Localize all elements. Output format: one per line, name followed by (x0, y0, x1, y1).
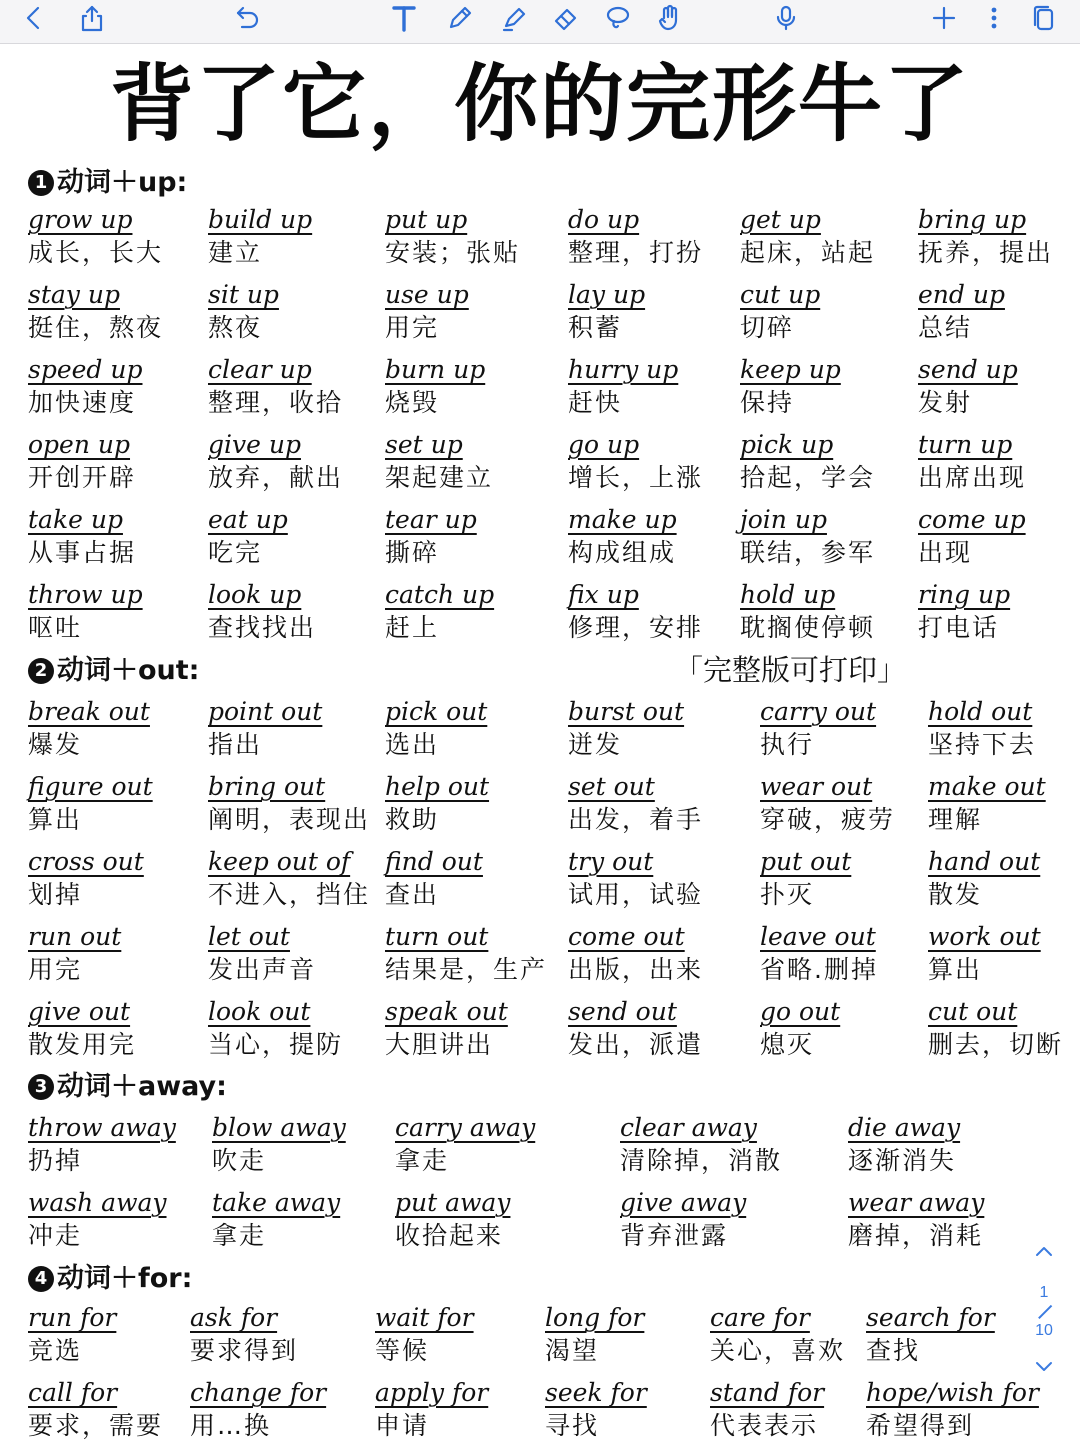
phrase-chinese: 散发用完 (28, 1030, 137, 1059)
phrase-entry (375, 1377, 565, 1440)
phrase-entry (28, 204, 218, 270)
phrase-entry (385, 204, 575, 270)
phrase-entry (208, 579, 398, 645)
phrase-english: pick up (740, 430, 834, 459)
phrase-chinese: 要求得到 (190, 1336, 299, 1365)
phrase-entry (385, 696, 575, 762)
eraser-icon[interactable] (546, 0, 586, 36)
phrase-english: change for (190, 1378, 327, 1407)
phrase-english: put up (385, 205, 468, 234)
phrase-english: pick out (385, 697, 488, 726)
phrase-entry (28, 579, 218, 645)
phrase-chinese: 竞选 (28, 1336, 83, 1365)
phrase-entry (848, 1112, 1038, 1178)
phrase-chinese: 构成组成 (568, 538, 677, 567)
phrase-entry (395, 1187, 585, 1253)
phrase-entry (28, 771, 218, 837)
page-separator (1022, 1302, 1066, 1322)
phrase-entry (740, 279, 930, 345)
phrase-chinese: 结果是，生产 (385, 955, 548, 984)
phrase-english: call for (28, 1378, 118, 1407)
phrase-entry (28, 279, 218, 345)
phrase-entry (918, 429, 1080, 495)
phrase-english: bring out (208, 772, 326, 801)
section-heading-up (28, 166, 187, 200)
phrase-chinese: 加快速度 (28, 388, 137, 417)
phrase-chinese: 拿走 (212, 1221, 267, 1250)
phrase-english: stand for (710, 1378, 825, 1407)
phrase-chinese: 划掉 (28, 880, 83, 909)
phrase-entry (848, 1187, 1038, 1253)
phrase-english: give up (208, 430, 301, 459)
phrase-entry (568, 429, 758, 495)
phrase-entry (568, 696, 758, 762)
phrase-english: bring up (918, 205, 1027, 234)
phrase-chinese: 起床，站起 (740, 238, 876, 267)
phrase-chinese: 赶上 (385, 613, 440, 642)
phrase-english: search for (866, 1303, 995, 1332)
phrase-english: sit up (208, 280, 279, 309)
phrase-entry (568, 921, 758, 987)
phrase-entry (760, 696, 950, 762)
phrase-entry (28, 429, 218, 495)
phrase-english: catch up (385, 580, 495, 609)
phrase-chinese: 拿走 (395, 1146, 450, 1175)
phrase-english: look up (208, 580, 302, 609)
text-tool-icon[interactable] (384, 0, 424, 36)
phrase-chinese: 出现 (918, 538, 973, 567)
phrase-entry (385, 579, 575, 645)
phrase-chinese: 申请 (375, 1411, 430, 1440)
phrase-english: carry out (760, 697, 877, 726)
phrase-chinese: 用…换 (190, 1411, 272, 1440)
phrase-chinese: 代表表示 (710, 1411, 819, 1440)
phrase-english: find out (385, 847, 483, 876)
phrase-entry (568, 846, 758, 912)
phrase-entry (28, 354, 218, 420)
phrase-english: set out (568, 772, 655, 801)
phrase-entry (385, 354, 575, 420)
phrase-english: come up (918, 505, 1026, 534)
phrase-entry (385, 429, 575, 495)
phrase-english: speed up (28, 355, 143, 384)
phrase-entry (928, 921, 1080, 987)
more-icon[interactable] (974, 0, 1014, 36)
phrase-english: put away (395, 1188, 511, 1217)
phrase-chinese: 从事占据 (28, 538, 137, 567)
phrase-chinese: 吃完 (208, 538, 263, 567)
phrase-english: fix up (568, 580, 639, 609)
phrase-english: figure out (28, 772, 153, 801)
phrase-entry (545, 1302, 735, 1368)
phrase-entry (568, 579, 758, 645)
phrase-english: run out (28, 922, 122, 951)
phrase-entry (28, 921, 218, 987)
phrase-english: stay up (28, 280, 120, 309)
phrase-english: blow away (212, 1113, 346, 1142)
chevron-up-icon[interactable] (1022, 1240, 1066, 1270)
phrase-english: speak out (385, 997, 508, 1026)
phrase-english: open up (28, 430, 131, 459)
phrase-english: cut out (928, 997, 1018, 1026)
phrase-english: go up (568, 430, 640, 459)
phrase-english: carry away (395, 1113, 536, 1142)
page-title: 背了它，你的完形牛了 (109, 55, 970, 153)
phrase-english: hurry up (568, 355, 679, 384)
phrase-chinese: 发射 (918, 388, 973, 417)
phrase-entry (740, 354, 930, 420)
phrase-entry (208, 204, 398, 270)
phrase-entry (568, 504, 758, 570)
phrase-chinese: 出发，着手 (568, 805, 704, 834)
phrase-english: take away (212, 1188, 341, 1217)
phrase-entry (760, 921, 950, 987)
phrase-english: burst out (568, 697, 685, 726)
undo-icon[interactable] (228, 0, 268, 36)
phrase-english: hold up (740, 580, 836, 609)
chevron-left-icon[interactable] (14, 0, 54, 36)
phrase-chinese: 建立 (208, 238, 263, 267)
phrase-chinese: 散发 (928, 880, 983, 909)
phrase-chinese: 背弃泄露 (620, 1221, 729, 1250)
phrase-chinese: 扑灭 (760, 880, 815, 909)
phrase-chinese: 发出声音 (208, 955, 317, 984)
phrase-entry (928, 696, 1080, 762)
phrase-english: wait for (375, 1303, 474, 1332)
phrase-english: apply for (375, 1378, 489, 1407)
phrase-entry (568, 279, 758, 345)
phrase-english: ring up (918, 580, 1011, 609)
phrase-chinese: 查找找出 (208, 613, 317, 642)
phrase-entry (190, 1377, 380, 1440)
phrase-english: cross out (28, 847, 144, 876)
phrase-english: leave out (760, 922, 876, 951)
phrase-entry (918, 204, 1080, 270)
phrase-chinese: 查出 (385, 880, 440, 909)
phrase-chinese: 当心，提防 (208, 1030, 344, 1059)
microphone-icon[interactable] (766, 0, 806, 36)
phrase-english: take up (28, 505, 123, 534)
phrase-english: go out (760, 997, 841, 1026)
total-pages: 10 (1035, 1322, 1053, 1339)
phrase-chinese: 关心，喜欢 (710, 1336, 846, 1365)
phrase-chinese: 磨掉，消耗 (848, 1221, 984, 1250)
phrase-chinese: 放弃，献出 (208, 463, 344, 492)
phrase-english: long for (545, 1303, 645, 1332)
phrase-english: do up (568, 205, 640, 234)
phrase-chinese: 赶快 (568, 388, 623, 417)
phrase-chinese: 用完 (28, 955, 83, 984)
phrase-chinese: 穿破，疲劳 (760, 805, 896, 834)
phrase-chinese: 成长，长大 (28, 238, 164, 267)
phrase-entry (208, 921, 398, 987)
phrase-chinese: 开创开辟 (28, 463, 137, 492)
phrase-entry (208, 771, 398, 837)
phrase-chinese: 查找 (866, 1336, 921, 1365)
phrase-chinese: 呕吐 (28, 613, 83, 642)
phrase-chinese: 挺住，熬夜 (28, 313, 164, 342)
phrase-chinese: 打电话 (918, 613, 1000, 642)
section-heading-away (28, 1070, 227, 1104)
phrase-chinese: 切碎 (740, 313, 795, 342)
phrase-english: make up (568, 505, 677, 534)
pencil-icon[interactable] (440, 0, 480, 36)
phrase-chinese: 熄灭 (760, 1030, 815, 1059)
plus-icon[interactable] (924, 0, 964, 36)
phrase-entry (740, 579, 930, 645)
phrase-english: try out (568, 847, 654, 876)
phrase-entry (568, 204, 758, 270)
phrase-english: lay up (568, 280, 646, 309)
phrase-entry (28, 1112, 218, 1178)
page-navigator (1022, 1240, 1066, 1386)
phrase-entry (28, 1187, 218, 1253)
section-heading-label: 动词＋out: (57, 655, 200, 686)
phrase-chinese: 总结 (918, 313, 973, 342)
phrase-chinese: 积蓄 (568, 313, 623, 342)
phrase-chinese: 发出，派遣 (568, 1030, 704, 1059)
hand-icon[interactable] (650, 0, 690, 36)
phrase-chinese: 执行 (760, 730, 815, 759)
phrase-chinese: 阐明，表现出 (208, 805, 371, 834)
phrase-entry (375, 1302, 565, 1368)
phrase-english: work out (928, 922, 1041, 951)
section-heading-out (28, 654, 199, 688)
phrase-english: join up (740, 505, 827, 534)
phrase-english: keep out of (208, 847, 351, 876)
phrase-chinese: 架起建立 (385, 463, 494, 492)
phrase-english: turn up (918, 430, 1013, 459)
phrase-english: make out (928, 772, 1046, 801)
phrase-english: come out (568, 922, 685, 951)
phrase-chinese: 算出 (928, 955, 983, 984)
phrase-entry (212, 1187, 402, 1253)
phrase-entry (385, 504, 575, 570)
phrase-chinese: 收拾起来 (395, 1221, 504, 1250)
phrase-chinese: 拾起，学会 (740, 463, 876, 492)
phrase-chinese: 抚养，提出 (918, 238, 1054, 267)
highlighter-icon[interactable] (494, 0, 534, 36)
phrase-chinese: 用完 (385, 313, 440, 342)
phrase-english: give out (28, 997, 131, 1026)
pages-icon[interactable] (1024, 0, 1064, 36)
phrase-entry (760, 996, 950, 1062)
share-icon[interactable] (72, 0, 112, 36)
phrase-chinese: 逐渐消失 (848, 1146, 957, 1175)
phrase-english: wear away (848, 1188, 985, 1217)
phrase-english: get up (740, 205, 821, 234)
phrase-entry (620, 1187, 810, 1253)
phrase-chinese: 坚持下去 (928, 730, 1037, 759)
phrase-chinese: 清除掉，消散 (620, 1146, 783, 1175)
section-heading-label: 动词＋away: (57, 1071, 227, 1102)
phrase-entry (190, 1302, 380, 1368)
phrase-english: point out (208, 697, 323, 726)
phrase-english: eat up (208, 505, 288, 534)
section-heading-for (28, 1262, 192, 1296)
phrase-chinese: 保持 (740, 388, 795, 417)
section-heading-label: 动词＋for: (57, 1263, 193, 1294)
phrase-english: throw away (28, 1113, 176, 1142)
phrase-english: use up (385, 280, 469, 309)
phrase-entry (208, 279, 398, 345)
phrase-english: send out (568, 997, 677, 1026)
phrase-chinese: 不进入，挡住 (208, 880, 371, 909)
phrase-chinese: 算出 (28, 805, 83, 834)
phrase-english: throw up (28, 580, 143, 609)
phrase-chinese: 增长，上涨 (568, 463, 704, 492)
phrase-entry (740, 429, 930, 495)
phrase-chinese: 修理，安排 (568, 613, 704, 642)
phrase-chinese: 整理，收拾 (208, 388, 344, 417)
phrase-chinese: 选出 (385, 730, 440, 759)
phrase-chinese: 试用，试验 (568, 880, 704, 909)
phrase-english: burn up (385, 355, 486, 384)
phrase-english: break out (28, 697, 150, 726)
phrase-chinese: 整理，打扮 (568, 238, 704, 267)
phrase-english: clear away (620, 1113, 757, 1142)
toolbar (0, 0, 1080, 44)
phrase-entry (385, 279, 575, 345)
phrase-entry (740, 504, 930, 570)
phrase-english: grow up (28, 205, 133, 234)
phrase-entry (395, 1112, 585, 1178)
phrase-chinese: 安装；张贴 (385, 238, 521, 267)
section-number: 1 (28, 170, 54, 196)
phrase-chinese: 联结，参军 (740, 538, 876, 567)
phrase-chinese: 出版，出来 (568, 955, 704, 984)
phrase-english: seek for (545, 1378, 647, 1407)
lasso-icon[interactable] (598, 0, 638, 36)
phrase-entry (545, 1377, 735, 1440)
phrase-entry (928, 846, 1080, 912)
phrase-entry (208, 429, 398, 495)
phrase-chinese: 理解 (928, 805, 983, 834)
phrase-chinese: 等候 (375, 1336, 430, 1365)
phrase-english: set up (385, 430, 463, 459)
phrase-chinese: 大胆讲出 (385, 1030, 494, 1059)
phrase-english: clear up (208, 355, 312, 384)
phrase-chinese: 希望得到 (866, 1411, 975, 1440)
phrase-entry (208, 846, 398, 912)
phrase-chinese: 救助 (385, 805, 440, 834)
phrase-english: turn out (385, 922, 489, 951)
phrase-chinese: 耽搁使停顿 (740, 613, 876, 642)
phrase-entry (760, 846, 950, 912)
phrase-english: hold out (928, 697, 1033, 726)
current-page: 1 (1039, 1284, 1049, 1301)
phrase-entry (918, 579, 1080, 645)
chevron-down-icon[interactable] (1022, 1356, 1066, 1386)
phrase-entry (928, 996, 1080, 1062)
phrase-chinese: 吹走 (212, 1146, 267, 1175)
phrase-entry (385, 921, 575, 987)
phrase-chinese: 迸发 (568, 730, 623, 759)
phrase-entry (620, 1112, 810, 1178)
phrase-entry (208, 504, 398, 570)
phrase-english: build up (208, 205, 313, 234)
phrase-entry (28, 846, 218, 912)
phrase-english: keep up (740, 355, 841, 384)
section-number: 2 (28, 658, 54, 684)
document-page (0, 44, 1080, 1440)
phrase-entry (568, 771, 758, 837)
phrase-entry (28, 996, 218, 1062)
phrase-english: help out (385, 772, 490, 801)
phrase-english: let out (208, 922, 290, 951)
phrase-english: send up (918, 355, 1018, 384)
phrase-entry (385, 996, 575, 1062)
phrase-entry (385, 771, 575, 837)
phrase-english: end up (918, 280, 1005, 309)
phrase-entry (208, 696, 398, 762)
phrase-chinese: 出席出现 (918, 463, 1027, 492)
phrase-english: care for (710, 1303, 810, 1332)
printable-note: 「完整版可打印」 (674, 653, 907, 687)
phrase-entry (212, 1112, 402, 1178)
phrase-entry (385, 846, 575, 912)
phrase-entry (928, 771, 1080, 837)
phrase-chinese: 扔掉 (28, 1146, 83, 1175)
phrase-chinese: 渴望 (545, 1336, 600, 1365)
phrase-english: ask for (190, 1303, 278, 1332)
phrase-chinese: 熬夜 (208, 313, 263, 342)
phrase-chinese: 省略.删掉 (760, 955, 878, 984)
phrase-entry (208, 354, 398, 420)
phrase-english: wash away (28, 1188, 167, 1217)
phrase-english: wear out (760, 772, 873, 801)
section-number: 4 (28, 1266, 54, 1292)
phrase-english: give away (620, 1188, 747, 1217)
phrase-entry (866, 1377, 1056, 1440)
phrase-entry (918, 354, 1080, 420)
phrase-english: hand out (928, 847, 1041, 876)
phrase-entry (918, 279, 1080, 345)
phrase-entry (28, 504, 218, 570)
phrase-english: put out (760, 847, 852, 876)
phrase-chinese: 指出 (208, 730, 263, 759)
phrase-chinese: 烧毁 (385, 388, 440, 417)
section-number: 3 (28, 1074, 54, 1100)
phrase-chinese: 冲走 (28, 1221, 83, 1250)
phrase-english: tear up (385, 505, 477, 534)
phrase-chinese: 爆发 (28, 730, 83, 759)
section-heading-label: 动词＋up: (57, 167, 188, 198)
phrase-entry (568, 354, 758, 420)
phrase-entry (28, 696, 218, 762)
phrase-english: die away (848, 1113, 961, 1142)
phrase-english: cut up (740, 280, 821, 309)
phrase-entry (740, 204, 930, 270)
phrase-entry (208, 996, 398, 1062)
phrase-chinese: 删去，切断 (928, 1030, 1064, 1059)
phrase-entry (760, 771, 950, 837)
phrase-chinese: 撕碎 (385, 538, 440, 567)
phrase-english: run for (28, 1303, 117, 1332)
phrase-entry (918, 504, 1080, 570)
phrase-chinese: 寻找 (545, 1411, 600, 1440)
phrase-chinese: 要求，需要 (28, 1411, 164, 1440)
phrase-english: look out (208, 997, 311, 1026)
phrase-entry (568, 996, 758, 1062)
phrase-english: hope/wish for (866, 1378, 1039, 1407)
